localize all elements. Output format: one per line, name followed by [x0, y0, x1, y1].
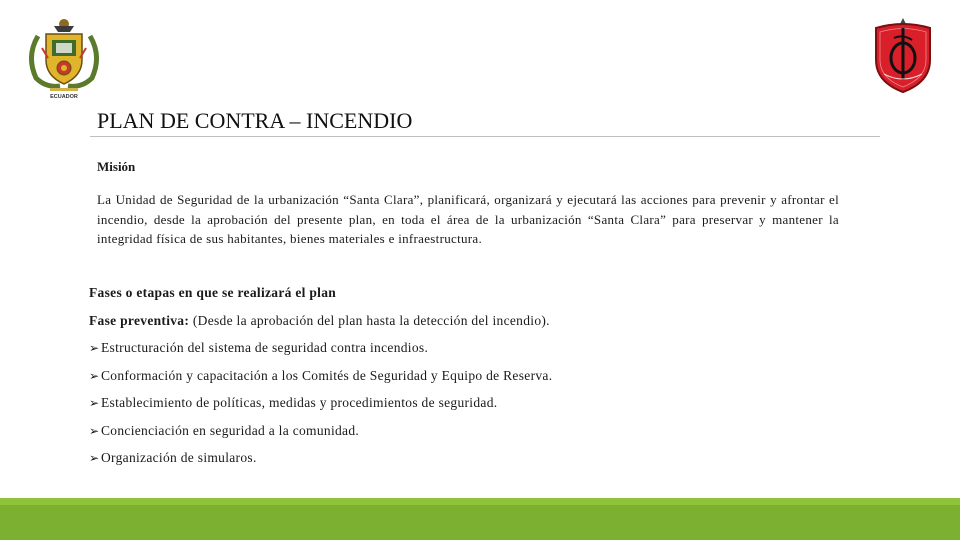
list-item: [89, 422, 849, 450]
police-ecuador-shield-icon: [24, 14, 104, 100]
list-item: [89, 339, 849, 367]
list-item-text: Organización de simularos.: [101, 450, 257, 465]
list-item-text: Establecimiento de políticas, medidas y procedimientos de seguridad.: [101, 395, 498, 410]
list-item-text: Conformación y capacitación a los Comités de Seguridad y Equipo de Reserva.: [101, 367, 553, 383]
red-badge-logo: [870, 16, 936, 96]
slide-title: PLAN DE CONTRA – INCENDIO: [97, 108, 413, 133]
arrow-bullet-icon: ➢: [89, 341, 100, 355]
red-shield-badge-icon: [870, 16, 936, 96]
arrow-bullet-icon: ➢: [89, 396, 100, 410]
preventive-phase: [89, 312, 849, 340]
list-item-text: Estructuración del sistema de seguridad contra incendios.: [101, 340, 429, 355]
mision-label: Misión: [97, 159, 136, 174]
arrow-bullet-icon: ➢: [89, 451, 100, 465]
logo-caption: ECUADOR: [50, 94, 78, 100]
phases-heading: Fases o etapas en que se realizará el plan: [89, 285, 337, 300]
police-ecuador-logo: [24, 14, 104, 100]
footer-bar: [0, 505, 960, 540]
list-item: [89, 367, 849, 395]
list-item: [89, 394, 849, 422]
mision-paragraph: La Unidad de Seguridad de la urbanización “Santa Clara”, planificará, organizará y ejecutará las acciones para prevenir y afrontar el incendio, desde la aprobación del presente plan, en toda el área de la urbanización “Santa Clara” para preservar y mantener la integridad física de sus habitantes, bienes materiales e infraestructura.: [97, 192, 839, 246]
phases-section: [89, 284, 849, 477]
arrow-bullet-icon: ➢: [89, 423, 100, 438]
title-divider: [90, 136, 880, 137]
preventive-label: Fase preventiva:: [89, 312, 190, 328]
footer-bar-accent: [0, 498, 960, 505]
arrow-bullet-icon: ➢: [89, 368, 100, 383]
list-item: [89, 449, 849, 477]
list-item-text: Concienciación en seguridad a la comunidad.: [101, 422, 360, 438]
preventive-text: (Desde la aprobación del plan hasta la detección del incendio).: [189, 312, 550, 328]
